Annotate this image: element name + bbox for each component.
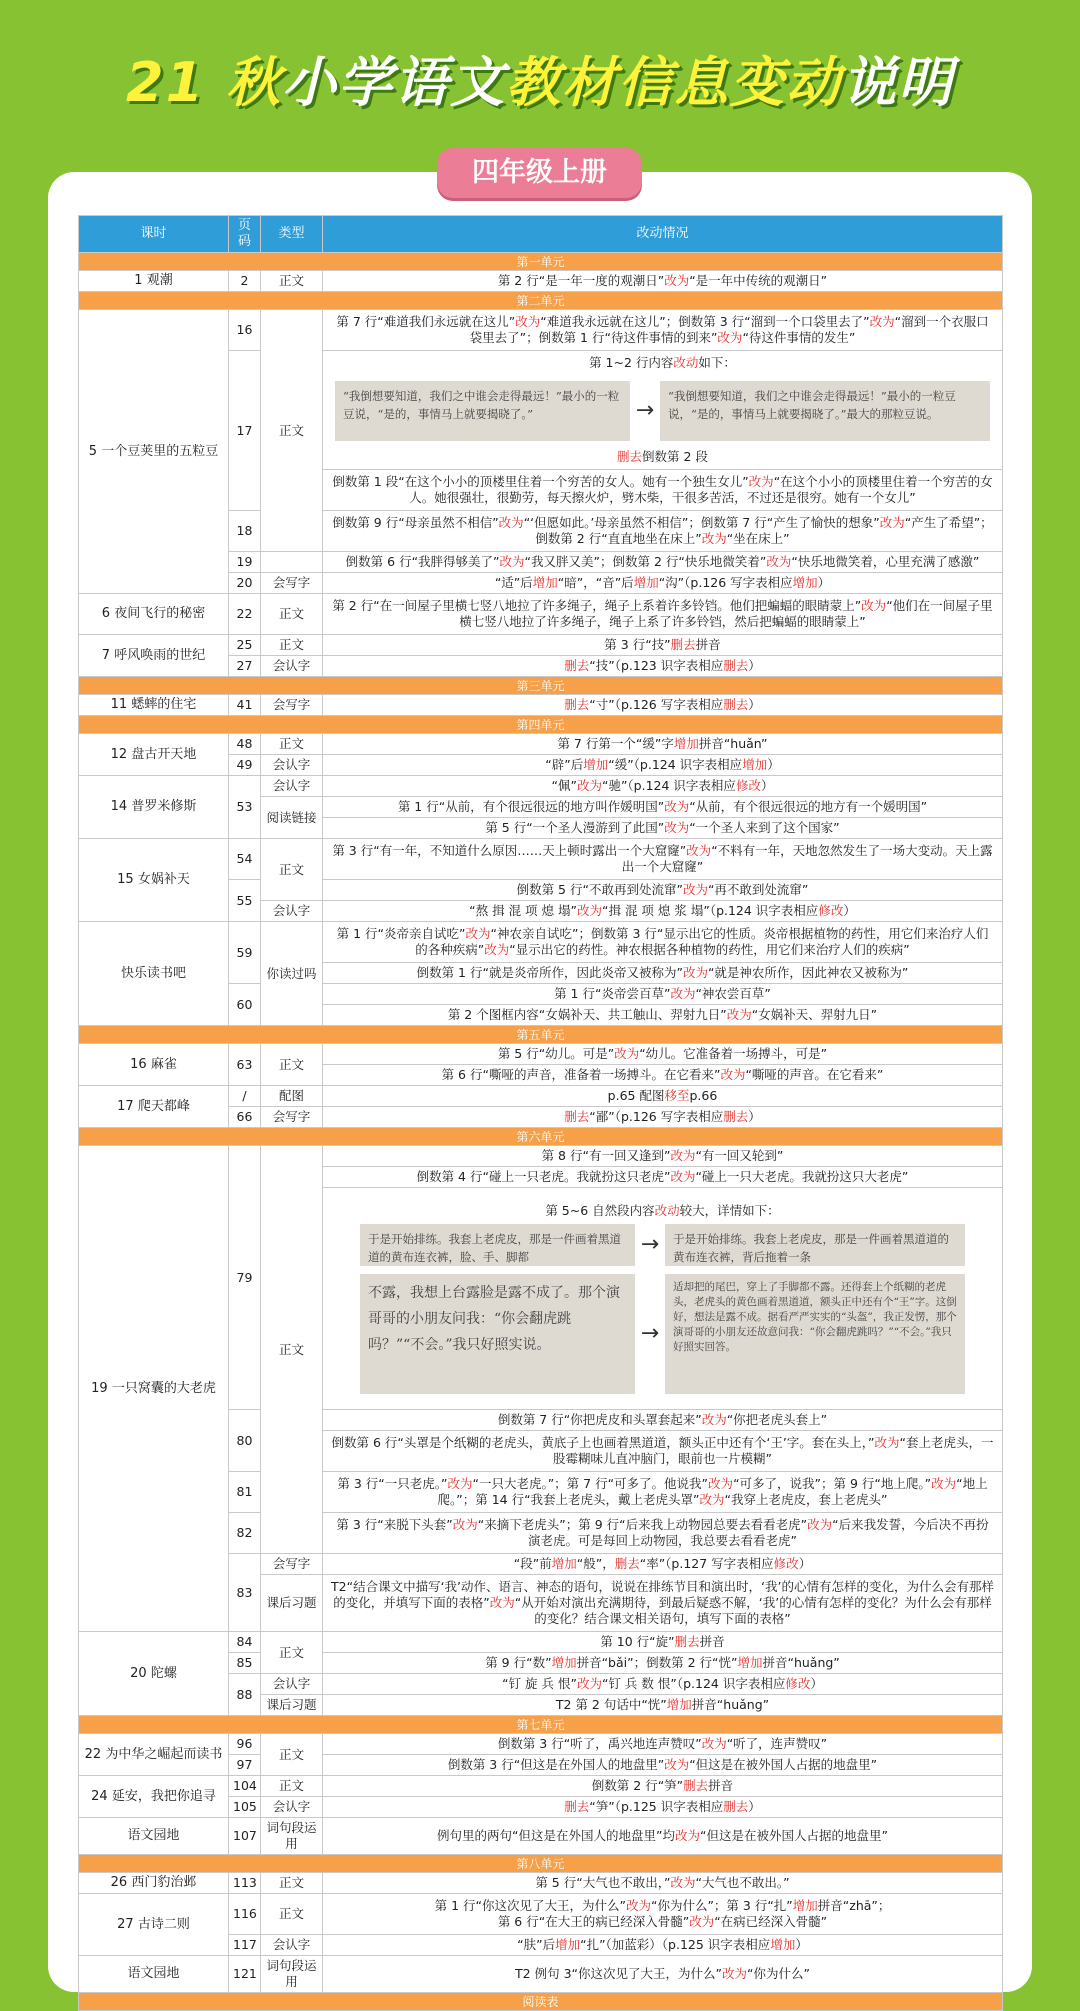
lesson-cell: 语文园地 xyxy=(79,1818,229,1855)
changes-table xyxy=(78,215,1003,2011)
header-type: 类型 xyxy=(261,216,323,253)
table-row xyxy=(79,1044,1003,1065)
type-cell: 正文 xyxy=(261,1632,323,1674)
revised-text-photo: 于是开始排练。我套上老虎皮，那是一件画着黑道道的黄布连衣裤，背后拖着一条 xyxy=(665,1224,965,1266)
page-cell: 116 xyxy=(229,1894,261,1935)
change-cell: 倒数第 9 行“母亲虽然不相信”改为“‘但愿如此。’母亲虽然不相信”；倒数第 7 行“产生了愉快的想象”改为“产生了希望”；倒数第 2 行“直直地坐在床上”改为“坐在床上” xyxy=(323,511,1003,552)
table-row xyxy=(79,839,1003,880)
lesson-cell: 20 陀螺 xyxy=(79,1632,229,1716)
change-cell: p.65 配图移至p.66 xyxy=(323,1086,1003,1107)
lesson-cell: 快乐读书吧 xyxy=(79,922,229,1026)
change-cell: “段”前增加“般”，删去“率”（p.127 写字表相应修改） xyxy=(323,1554,1003,1575)
table-row xyxy=(79,271,1003,292)
type-cell: 配图 xyxy=(261,1086,323,1107)
page-cell: 104 xyxy=(229,1776,261,1797)
page-cell: 79 xyxy=(229,1146,261,1410)
type-cell: 正文 xyxy=(261,1776,323,1797)
lesson-cell: 27 古诗二则 xyxy=(79,1894,229,1956)
type-cell: 正文 xyxy=(261,635,323,656)
change-cell: 第 1~2 行内容改动如下： “我倒想要知道，我们之中谁会走得最远！”最小的一粒豆说，“是的，事情马上就要揭晓了。” →“我倒想要知道，我们之中谁会走得最远！”最小的一粒豆说，“是的，事情马上就要揭晓了。”最大的那粒豆说。 删去倒数第 2 段 xyxy=(323,351,1003,470)
change-cell: 倒数第 7 行“你把虎皮和头罩套起来”改为“你把老虎头套上” xyxy=(323,1410,1003,1431)
page-cell: 85 xyxy=(229,1653,261,1674)
change-cell: “熬 揖 混 项 熄 塌”改为“揖 混 项 熄 浆 塌”（p.124 识字表相应修改） xyxy=(323,901,1003,922)
page-cell: 41 xyxy=(229,695,261,716)
page-cell: 66 xyxy=(229,1107,261,1128)
page-cell: 82 xyxy=(229,1513,261,1554)
page-cell: 80 xyxy=(229,1410,261,1472)
table-row xyxy=(79,310,1003,351)
change-cell: 第 5 行“幼儿。可是”改为“幼儿。它准备着一场搏斗，可是” xyxy=(323,1044,1003,1065)
type-cell: 词句段运用 xyxy=(261,1818,323,1855)
type-cell: 你读过吗 xyxy=(261,922,323,1026)
page-cell: 96 xyxy=(229,1734,261,1755)
table-row xyxy=(79,776,1003,797)
change-cell: 第 1 行“从前，有个很远很远的地方叫作媛明国”改为“从前，有个很远很远的地方有一个媛明国” xyxy=(323,797,1003,818)
change-cell: T2 第 2 句话中“恍”增加拼音“huǎng” xyxy=(323,1695,1003,1716)
type-cell xyxy=(261,552,323,573)
table-row xyxy=(79,695,1003,716)
page-cell: / xyxy=(229,1086,261,1107)
change-cell: 第 3 行“技”删去拼音 xyxy=(323,635,1003,656)
type-cell: 会认字 xyxy=(261,656,323,677)
type-cell: 正文 xyxy=(261,271,323,292)
unit-row: 阅读表 xyxy=(79,1993,1003,2011)
type-cell: 会认字 xyxy=(261,755,323,776)
table-row xyxy=(79,1086,1003,1107)
type-cell: 正文 xyxy=(261,310,323,552)
change-cell: 删去“技”（p.123 识字表相应删去） xyxy=(323,656,1003,677)
type-cell: 会认字 xyxy=(261,901,323,922)
page-cell: 97 xyxy=(229,1755,261,1776)
table-row xyxy=(79,1776,1003,1797)
change-cell: 第 2 行“是一年一度的观潮日”改为“是一年中传统的观潮日” xyxy=(323,271,1003,292)
page-cell: 53 xyxy=(229,776,261,839)
change-cell: 倒数第 6 行“我胖得够美了”改为“我又胖又美”；倒数第 2 行“快乐地微笑着”改为“快乐地微笑着，心里充满了感激” xyxy=(323,552,1003,573)
type-cell: 正文 xyxy=(261,1734,323,1776)
change-cell: 第 5 行“一个圣人漫游到了此国”改为“一个圣人来到了这个国家” xyxy=(323,818,1003,839)
page-cell: 59 xyxy=(229,922,261,984)
lesson-cell: 15 女娲补天 xyxy=(79,839,229,922)
change-cell: “肤”后增加“扎”（加蓝彩）（p.125 识字表相应增加） xyxy=(323,1935,1003,1956)
page-cell: 107 xyxy=(229,1818,261,1855)
change-cell: 第 6 行“嘶哑的声音，准备着一场搏斗。在它看来”改为“嘶哑的声音。在它看来” xyxy=(323,1065,1003,1086)
change-cell: 第 3 行“一只老虎。”改为“一只大老虎。”；第 7 行“可多了。他说我”改为“可多了，说我”；第 9 行“地上爬。”改为“地上爬。”；第 14 行“我套上老虎头，戴上老虎头罩”改为“我穿上老虎皮，套上老虎头” xyxy=(323,1472,1003,1513)
arrow-right-icon: → xyxy=(635,398,655,423)
arrow-right-icon: → xyxy=(640,1232,660,1257)
change-cell: 第 7 行第一个“缓”字增加拼音“huǎn” xyxy=(323,734,1003,755)
page-cell: 88 xyxy=(229,1674,261,1716)
lesson-cell: 16 麻雀 xyxy=(79,1044,229,1086)
change-cell: 例句里的两句“但这是在外国人的地盘里”均改为“但这是在被外国人占据的地盘里” xyxy=(323,1818,1003,1855)
change-cell: 第 1 行“炎帝亲自试吃”改为“神农亲自试吃”；倒数第 3 行“显示出它的性质。炎帝根据植物的药性，用它们来治疗人们的各种疾病”改为“显示出它的药性。神农根据各种植物的药性，用它们来治疗人们的疾病” xyxy=(323,922,1003,963)
unit-row: 第八单元 xyxy=(79,1855,1003,1873)
table-row xyxy=(79,594,1003,635)
change-cell: “佩”改为“驰”（p.124 识字表相应修改） xyxy=(323,776,1003,797)
type-cell: 课后习题 xyxy=(261,1575,323,1632)
unit-row: 第二单元 xyxy=(79,292,1003,310)
table-header xyxy=(79,216,1003,253)
lesson-cell: 22 为中华之崛起而读书 xyxy=(79,1734,229,1776)
lesson-cell: 12 盘古开天地 xyxy=(79,734,229,776)
lesson-cell: 19 一只窝囊的大老虎 xyxy=(79,1146,229,1632)
table-row xyxy=(79,1894,1003,1935)
change-cell: 倒数第 1 行“就是炎帝所作，因此炎帝又被称为”改为“就是神农所作，因此神农又被称为” xyxy=(323,963,1003,984)
header-change: 改动情况 xyxy=(323,216,1003,253)
change-cell: “钉 旋 兵 恨”改为“钉 兵 数 恨”（p.124 识字表相应修改） xyxy=(323,1674,1003,1695)
type-cell: 会认字 xyxy=(261,1797,323,1818)
page-cell: 55 xyxy=(229,880,261,922)
page-cell: 18 xyxy=(229,511,261,552)
original-text-photo: 于是开始排练。我套上老虎皮，那是一件画着黑道道的黄布连衣裤，脸、手、脚都 xyxy=(360,1224,635,1266)
change-cell: 删去“笋”（p.125 识字表相应删去） xyxy=(323,1797,1003,1818)
change-cell: 第 9 行“数”增加拼音“bǎi”；倒数第 2 行“恍”增加拼音“huǎng” xyxy=(323,1653,1003,1674)
page-cell: 2 xyxy=(229,271,261,292)
type-cell: 会写字 xyxy=(261,1107,323,1128)
arrow-right-icon: → xyxy=(640,1321,660,1346)
page-cell: 27 xyxy=(229,656,261,677)
lesson-cell: 24 延安，我把你追寻 xyxy=(79,1776,229,1818)
unit-row: 第七单元 xyxy=(79,1716,1003,1734)
change-cell: 第 3 行“有一年，不知道什么原因……天上顿时露出一个大窟窿”改为“不料有一年，天地忽然发生了一场大变动。天上露出一个大窟窿” xyxy=(323,839,1003,880)
change-cell: 第 1 行“你这次见了大王，为什么”改为“你为什么”；第 3 行“扎”增加拼音“zhā”； 第 6 行“在大王的病已经深入骨髓”改为“在病已经深入骨髓” xyxy=(323,1894,1003,1935)
change-cell: “辟”后增加“缓”（p.124 识字表相应增加） xyxy=(323,755,1003,776)
type-cell: 会写字 xyxy=(261,573,323,594)
page-cell: 83 xyxy=(229,1554,261,1632)
change-cell: 第 5 行“大气也不敢出，”改为“大气也不敢出。” xyxy=(323,1873,1003,1894)
table-row xyxy=(79,734,1003,755)
change-cell: T2“结合课文中描写‘我’动作、语言、神态的语句，说说在排练节目和演出时，‘我’的心情有怎样的变化，为什么会有那样的变化，并填写下面的表格”改为“从开始对演出充满期待，到最后疑惑不解，‘我’的心情有怎样的变化？为什么会有那样的变化？结合课文相关语句，填写下面的表格” xyxy=(323,1575,1003,1632)
change-cell: 第 8 行“有一回又逢到”改为“有一回又轮到” xyxy=(323,1146,1003,1167)
type-cell: 正文 xyxy=(261,594,323,635)
type-cell: 正文 xyxy=(261,734,323,755)
change-cell: 第 10 行“旋”删去拼音 xyxy=(323,1632,1003,1653)
change-cell: 删去“寸”（p.126 写字表相应删去） xyxy=(323,695,1003,716)
change-cell: 第 5~6 自然段内容改动较大，详情如下： 于是开始排练。我套上老虎皮，那是一件画着黑道道的黄布连衣裤，脸、手、脚都 → 于是开始排练。我套上老虎皮，那是一件画着黑道道的黄布连衣裤，背后拖着一条 不露，我想上台露脸是露不成了。那个演哥哥的小朋友问我：“你会翻虎跳吗？”“不会。”我只好照实说。 →适却把的尾巴，穿上了手脚都不露。还得套上个纸糊的老虎头，老虎头的黄色画着黑道道，额头正中还有个“王”字。这倒好，想法是露不成。据看严严实实的“头盔”，我正发愣，那个演哥哥的小朋友还故意问我：“你会翻虎跳吗？”“不会。”我只好照实回答。 xyxy=(323,1188,1003,1410)
table-row xyxy=(79,1956,1003,1993)
page-cell: 60 xyxy=(229,984,261,1026)
original-text-photo: 不露，我想上台露脸是露不成了。那个演哥哥的小朋友问我：“你会翻虎跳吗？”“不会。”我只好照实说。 xyxy=(360,1274,635,1394)
unit-row: 第三单元 xyxy=(79,677,1003,695)
table-row xyxy=(79,1873,1003,1894)
lesson-cell: 11 蟋蟀的住宅 xyxy=(79,695,229,716)
change-cell: 倒数第 4 行“碰上一只老虎。我就扮这只老虎”改为“碰上一只大老虎。我就扮这只大老虎” xyxy=(323,1167,1003,1188)
original-text-photo: “我倒想要知道，我们之中谁会走得最远！”最小的一粒豆说，“是的，事情马上就要揭晓了。” xyxy=(335,381,630,441)
type-cell: 会认字 xyxy=(261,1674,323,1695)
table-row xyxy=(79,635,1003,656)
header-lesson: 课时 xyxy=(79,216,229,253)
change-cell: 第 3 行“来脱下头套”改为“来摘下老虎头”；第 9 行“后来我上动物园总要去看看老虎”改为“后来我发誓，今后决不再扮演老虎。可是每回上动物园，我总要去看看老虎” xyxy=(323,1513,1003,1554)
change-cell: 倒数第 3 行“但这是在外国人的地盘里”改为“但这是在被外国人占据的地盘里” xyxy=(323,1755,1003,1776)
type-cell: 正文 xyxy=(261,1873,323,1894)
unit-row: 第六单元 xyxy=(79,1128,1003,1146)
table-row xyxy=(79,1632,1003,1653)
type-cell: 阅读链接 xyxy=(261,797,323,839)
change-cell: 倒数第 1 段“在这个小小的顶楼里住着一个穷苦的女人。她有一个独生女儿”改为“在这个小小的顶楼里住着一个穷苦的女人。她很强壮，很勤劳，每天擦火炉，劈木柴，干很多苦活，不过还是很穷。她有一个女儿” xyxy=(323,470,1003,511)
change-cell: 倒数第 6 行“头罩是个纸糊的老虎头，黄底子上也画着黑道道，额头正中还有个‘王’字。套在头上，”改为“套上老虎头，一股霉糊味儿直冲脑门，眼前也一片模糊” xyxy=(323,1431,1003,1472)
table-row xyxy=(79,1818,1003,1855)
lesson-cell: 6 夜间飞行的秘密 xyxy=(79,594,229,635)
type-cell: 会认字 xyxy=(261,1935,323,1956)
page-cell: 84 xyxy=(229,1632,261,1653)
type-cell: 会写字 xyxy=(261,1554,323,1575)
change-cell: T2 例句 3“你这次见了大王，为什么”改为“你为什么” xyxy=(323,1956,1003,1993)
type-cell: 课后习题 xyxy=(261,1695,323,1716)
page-cell: 20 xyxy=(229,573,261,594)
change-cell: 第 2 行“在一间屋子里横七竖八地拉了许多绳子，绳子上系着许多铃铛。他们把蝙蝠的眼睛蒙上”改为“他们在一间屋子里横七竖八地拉了许多绳子，绳子上系了许多铃铛，然后把蝙蝠的眼睛蒙上” xyxy=(323,594,1003,635)
table-row xyxy=(79,1734,1003,1755)
type-cell: 正文 xyxy=(261,839,323,901)
change-cell: 倒数第 3 行“听了，禹兴地连声赞叹”改为“听了，连声赞叹” xyxy=(323,1734,1003,1755)
page-cell: 105 xyxy=(229,1797,261,1818)
lesson-cell: 26 西门豹治邺 xyxy=(79,1873,229,1894)
page-cell: 121 xyxy=(229,1956,261,1993)
page-cell: 17 xyxy=(229,351,261,511)
page-cell: 49 xyxy=(229,755,261,776)
lesson-cell: 语文园地 xyxy=(79,1956,229,1993)
revised-text-photo: 适却把的尾巴，穿上了手脚都不露。还得套上个纸糊的老虎头，老虎头的黄色画着黑道道，额头正中还有个“王”字。这倒好，想法是露不成。据看严严实实的“头盔”，我正发愣，那个演哥哥的小朋友还故意问我：“你会翻虎跳吗？”“不会。”我只好照实回答。 xyxy=(665,1274,965,1394)
unit-row: 第五单元 xyxy=(79,1026,1003,1044)
type-cell: 正文 xyxy=(261,1044,323,1086)
type-cell: 词句段运用 xyxy=(261,1956,323,1993)
page-cell: 81 xyxy=(229,1472,261,1513)
page-cell: 54 xyxy=(229,839,261,880)
grade-badge: 四年级上册 xyxy=(437,148,642,198)
type-cell: 正文 xyxy=(261,1894,323,1935)
change-cell: 倒数第 2 行“笋”删去拼音 xyxy=(323,1776,1003,1797)
change-cell: 第 7 行“难道我们永远就在这儿”改为“难道我永远就在这儿”；倒数第 3 行“溜到一个口袋里去了”改为“溜到一个衣服口袋里去了”；倒数第 1 行“待这件事情的到来”改为“待这件事情的发生” xyxy=(323,310,1003,351)
page-cell: 25 xyxy=(229,635,261,656)
revised-text-photo: “我倒想要知道，我们之中谁会走得最远！”最小的一粒豆说，“是的，事情马上就要揭晓了。”最大的那粒豆说。 xyxy=(660,381,990,441)
type-cell: 正文 xyxy=(261,1146,323,1554)
table-row xyxy=(79,922,1003,963)
table-row xyxy=(79,1146,1003,1167)
header-page: 页码 xyxy=(229,216,261,253)
page-cell: 19 xyxy=(229,552,261,573)
page-cell: 48 xyxy=(229,734,261,755)
change-cell: “适”后增加“暗”，“音”后增加“沟”（p.126 写字表相应增加） xyxy=(323,573,1003,594)
change-cell: 删去“鄙”（p.126 写字表相应删去） xyxy=(323,1107,1003,1128)
lesson-cell: 17 爬天都峰 xyxy=(79,1086,229,1128)
type-cell: 会认字 xyxy=(261,776,323,797)
page-cell: 16 xyxy=(229,310,261,351)
lesson-cell: 5 一个豆荚里的五粒豆 xyxy=(79,310,229,594)
change-cell: 第 1 行“炎帝尝百草”改为“神农尝百草” xyxy=(323,984,1003,1005)
unit-row: 第四单元 xyxy=(79,716,1003,734)
page-cell: 117 xyxy=(229,1935,261,1956)
type-cell: 会写字 xyxy=(261,695,323,716)
page-cell: 63 xyxy=(229,1044,261,1086)
unit-row: 第一单元 xyxy=(79,253,1003,271)
page-cell: 22 xyxy=(229,594,261,635)
lesson-cell: 14 普罗米修斯 xyxy=(79,776,229,839)
change-cell: 第 2 个图框内容“女娲补天、共工触山、羿射九日”改为“女娲补天、羿射九日” xyxy=(323,1005,1003,1026)
lesson-cell: 1 观潮 xyxy=(79,271,229,292)
lesson-cell: 7 呼风唤雨的世纪 xyxy=(79,635,229,677)
change-cell: 倒数第 5 行“不敢再到处流窜”改为“再不敢到处流窜” xyxy=(323,880,1003,901)
page-cell: 113 xyxy=(229,1873,261,1894)
page-title: 21 秋小学语文教材信息变动说明 xyxy=(126,51,954,114)
